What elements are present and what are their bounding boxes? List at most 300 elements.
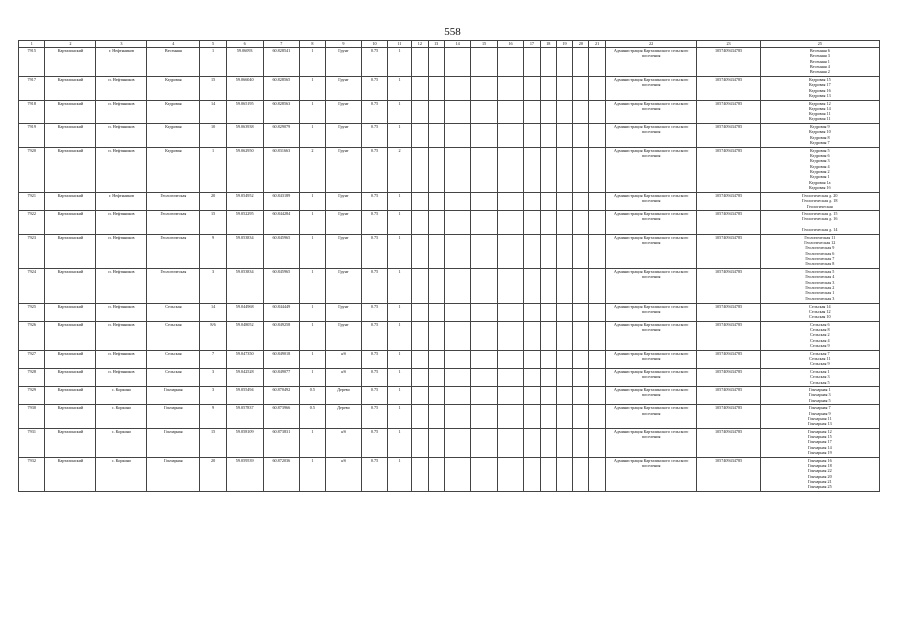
cell-district: Карталинский	[45, 387, 96, 405]
column-header-24: 25	[760, 41, 879, 48]
address-line: Весенняя 3	[809, 53, 830, 59]
address-line: Геологическая 12	[804, 240, 836, 246]
cell-empty	[428, 48, 444, 77]
address-line: Кедровая 9	[810, 124, 830, 130]
table-row	[19, 321, 880, 350]
address-line: Гончарная 15	[807, 434, 832, 440]
cell-empty	[589, 192, 605, 210]
cell-c8: 1	[300, 457, 325, 491]
cell-empty	[540, 77, 556, 101]
cell-empty	[540, 124, 556, 148]
cell-empty	[428, 368, 444, 386]
cell-empty	[589, 211, 605, 235]
cell-settlement: г. Нефтяников	[96, 192, 147, 210]
cell-c8: 1	[300, 48, 325, 77]
cell-lon: 60.849077	[263, 368, 300, 386]
cell-c8: 1	[300, 100, 325, 124]
address-line: Кедровая 11	[809, 116, 831, 122]
cell-lat: 59.053834	[226, 234, 263, 268]
cell-c8: 1	[300, 368, 325, 386]
table-row	[19, 100, 880, 124]
cell-street: Гончарная	[147, 428, 200, 457]
cell-empty	[556, 77, 572, 101]
cell-empty	[589, 100, 605, 124]
cell-settlement: г. Нефтяников	[96, 48, 147, 77]
cell-qty: 1	[387, 124, 411, 148]
address-line: Кедровая 8	[810, 134, 830, 140]
cell-empty	[412, 368, 428, 386]
cell-lat: 59.055494	[226, 387, 263, 405]
column-header-6: 6	[226, 41, 263, 48]
address-line: Сельская 9	[810, 342, 830, 348]
column-header-20: 20	[573, 41, 589, 48]
cell-house: 15	[200, 211, 226, 235]
column-header-3: 3	[96, 41, 147, 48]
cell-ogrn: 1057409434785	[697, 321, 760, 350]
cell-num: 7917	[19, 77, 45, 101]
cell-district: Карталинский	[45, 368, 96, 386]
cell-empty	[524, 147, 540, 192]
address-line: Геологическая 5	[805, 269, 835, 275]
cell-lat: 59.053834	[226, 269, 263, 303]
cell-empty	[444, 48, 470, 77]
cell-empty	[497, 405, 523, 429]
cell-empty	[540, 192, 556, 210]
cell-empty	[573, 350, 589, 368]
cell-owner: Администрация Карталинского сельского поселения	[605, 124, 697, 148]
cell-qty: 1	[387, 350, 411, 368]
cell-ogrn: 1057409434785	[697, 269, 760, 303]
cell-addresses	[760, 77, 879, 101]
cell-cover: Дерево	[325, 387, 362, 405]
cell-empty	[556, 100, 572, 124]
cell-lon: 60.849018	[263, 350, 300, 368]
address-line: Гончарная 9	[809, 410, 831, 416]
cell-empty	[412, 405, 428, 429]
address-line: Кедровая 1а	[809, 179, 831, 185]
address-line: Сельская 7	[810, 350, 830, 356]
address-line: Кедровая 14	[808, 105, 831, 111]
cell-empty	[524, 405, 540, 429]
cell-vol: 0.75	[362, 303, 387, 321]
cell-district: Карталинский	[45, 77, 96, 101]
cell-empty	[471, 457, 497, 491]
cell-c8: 1	[300, 303, 325, 321]
address-line: Гончарная 22	[807, 468, 832, 474]
column-header-13: 13	[428, 41, 444, 48]
address-line: Гончарная 19	[807, 450, 832, 456]
cell-empty	[444, 234, 470, 268]
cell-empty	[589, 303, 605, 321]
cell-addresses	[760, 405, 879, 429]
cell-empty	[444, 457, 470, 491]
cell-cover: а/б	[325, 428, 362, 457]
cell-ogrn: 1057409434785	[697, 192, 760, 210]
table-row	[19, 350, 880, 368]
cell-empty	[497, 192, 523, 210]
cell-empty	[412, 147, 428, 192]
cell-empty	[412, 234, 428, 268]
cell-empty	[573, 368, 589, 386]
cell-empty	[524, 387, 540, 405]
address-line: Кедровая 17	[808, 82, 831, 88]
address-line: Кедровая 5	[810, 147, 830, 153]
cell-empty	[556, 321, 572, 350]
cell-settlement: п. Нефтяников	[96, 77, 147, 101]
cell-settlement: п. Нефтяников	[96, 211, 147, 235]
column-header-14: 14	[444, 41, 470, 48]
cell-num: 7919	[19, 124, 45, 148]
address-line: Гончарная 14	[807, 444, 832, 450]
cell-empty	[497, 321, 523, 350]
cell-empty	[471, 211, 497, 235]
cell-qty: 1	[387, 405, 411, 429]
cell-house: 14	[200, 303, 226, 321]
cell-district: Карталинский	[45, 269, 96, 303]
cell-district: Карталинский	[45, 321, 96, 350]
cell-empty	[556, 350, 572, 368]
page-number: 558	[444, 26, 461, 38]
cell-empty	[497, 269, 523, 303]
cell-empty	[524, 303, 540, 321]
address-line: Весенняя 2	[809, 69, 830, 75]
cell-lon: 60.844284	[263, 211, 300, 235]
cell-lat: 59.048052	[226, 321, 263, 350]
cell-empty	[524, 48, 540, 77]
cell-qty: 1	[387, 192, 411, 210]
column-header-10: 10	[362, 41, 387, 48]
cell-empty	[589, 405, 605, 429]
cell-qty: 1	[387, 457, 411, 491]
cell-cover: Грунт	[325, 303, 362, 321]
address-line: Кедровая 1	[810, 174, 830, 180]
cell-settlement: п. Нефтяников	[96, 269, 147, 303]
cell-empty	[589, 368, 605, 386]
cell-qty: 1	[387, 48, 411, 77]
cell-empty	[573, 124, 589, 148]
cell-addresses	[760, 124, 879, 148]
address-line: Сельская 12	[809, 308, 831, 314]
cell-c8: 1	[300, 350, 325, 368]
column-header-19: 19	[556, 41, 572, 48]
cell-c8: 1	[300, 428, 325, 457]
address-line: Кедровая 15	[808, 77, 831, 82]
cell-lat: 59.062950	[226, 147, 263, 192]
cell-ogrn: 1057409434785	[697, 48, 760, 77]
cell-vol: 0.75	[362, 368, 387, 386]
cell-district: Карталинский	[45, 234, 96, 268]
cell-cover: а/б	[325, 457, 362, 491]
cell-house: 1	[200, 147, 226, 192]
address-line: Геологическая 3	[805, 279, 835, 285]
cell-street: Кедровая	[147, 124, 200, 148]
address-line: Гончарная 20	[807, 473, 832, 479]
cell-settlement: п. Нефтяников	[96, 147, 147, 192]
cell-empty	[540, 147, 556, 192]
cell-ogrn: 1057409434785	[697, 405, 760, 429]
cell-district: Карталинский	[45, 405, 96, 429]
address-line: Геологическая 11	[804, 234, 836, 240]
address-line: Кедровая 7	[810, 140, 830, 146]
address-line: Сельская 10	[809, 314, 831, 320]
cell-empty	[540, 350, 556, 368]
cell-empty	[444, 269, 470, 303]
cell-lon: 60.828565	[263, 77, 300, 101]
cell-empty	[428, 124, 444, 148]
address-line: Геологическая д. 16	[802, 216, 838, 222]
cell-qty: 1	[387, 303, 411, 321]
cell-ogrn: 1057409434785	[697, 387, 760, 405]
cell-empty	[471, 269, 497, 303]
address-line: Кедровая 1б	[808, 184, 831, 190]
cell-c8: 0.5	[300, 405, 325, 429]
cell-addresses	[760, 48, 879, 77]
cell-empty	[524, 234, 540, 268]
cell-empty	[540, 368, 556, 386]
cell-empty	[428, 428, 444, 457]
cell-empty	[524, 100, 540, 124]
cell-num: 7920	[19, 147, 45, 192]
cell-empty	[412, 100, 428, 124]
cell-lat: 59.057837	[226, 405, 263, 429]
registry-table	[18, 40, 880, 492]
cell-district: Карталинский	[45, 428, 96, 457]
cell-vol: 0.75	[362, 77, 387, 101]
cell-empty	[524, 428, 540, 457]
address-line: Геологическая 7	[805, 255, 835, 261]
cell-empty	[589, 428, 605, 457]
cell-district: Карталинский	[45, 350, 96, 368]
cell-vol: 0.75	[362, 211, 387, 235]
cell-house: 3	[200, 387, 226, 405]
cell-empty	[540, 405, 556, 429]
cell-c8: 1	[300, 124, 325, 148]
cell-empty	[444, 77, 470, 101]
cell-empty	[428, 234, 444, 268]
cell-empty	[412, 428, 428, 457]
table-row	[19, 387, 880, 405]
cell-qty: 1	[387, 368, 411, 386]
cell-num: 7923	[19, 234, 45, 268]
cell-empty	[444, 428, 470, 457]
cell-empty	[412, 77, 428, 101]
cell-empty	[471, 234, 497, 268]
cell-district: Карталинский	[45, 147, 96, 192]
address-line: Геологическая д. 20	[802, 192, 838, 198]
cell-empty	[428, 192, 444, 210]
cell-house: 10	[200, 124, 226, 148]
cell-empty	[471, 124, 497, 148]
cell-empty	[589, 77, 605, 101]
cell-addresses	[760, 100, 879, 124]
cell-cover: Грунт	[325, 147, 362, 192]
cell-empty	[444, 405, 470, 429]
cell-lat: 59.066040	[226, 77, 263, 101]
cell-empty	[412, 303, 428, 321]
cell-owner: Администрация Карталинского сельского поселения	[605, 428, 697, 457]
cell-lon: 60.872036	[263, 457, 300, 491]
cell-cover: Дерево	[325, 405, 362, 429]
cell-house: 14	[200, 100, 226, 124]
address-line: Весенняя 4	[809, 63, 830, 69]
cell-empty	[573, 211, 589, 235]
cell-empty	[471, 368, 497, 386]
cell-cover: Грунт	[325, 100, 362, 124]
cell-lat: 59.065195	[226, 100, 263, 124]
column-header-9: 9	[325, 41, 362, 48]
cell-lon: 60.873831	[263, 428, 300, 457]
address-line: Гончарная 3	[809, 392, 831, 398]
cell-vol: 0.75	[362, 234, 387, 268]
cell-district: Карталинский	[45, 211, 96, 235]
cell-empty	[471, 147, 497, 192]
cell-house: 8/6	[200, 321, 226, 350]
cell-empty	[524, 77, 540, 101]
cell-owner: Администрация Карталинского сельского поселения	[605, 321, 697, 350]
cell-cover: Грунт	[325, 124, 362, 148]
cell-empty	[444, 147, 470, 192]
cell-empty	[428, 350, 444, 368]
cell-ogrn: 1057409434785	[697, 147, 760, 192]
table-row	[19, 303, 880, 321]
cell-empty	[589, 350, 605, 368]
cell-qty: 1	[387, 100, 411, 124]
cell-street: Гончарная	[147, 387, 200, 405]
cell-empty	[573, 269, 589, 303]
cell-empty	[471, 48, 497, 77]
cell-empty	[524, 211, 540, 235]
address-line: Гончарная 13	[807, 421, 832, 427]
cell-qty: 1	[387, 321, 411, 350]
cell-ogrn: 1057409434785	[697, 303, 760, 321]
cell-owner: Администрация Карталинского сельского поселения	[605, 350, 697, 368]
table-row	[19, 48, 880, 77]
cell-empty	[589, 124, 605, 148]
cell-empty	[540, 269, 556, 303]
address-line: Гончарная 5	[809, 397, 831, 403]
cell-empty	[412, 48, 428, 77]
cell-qty: 1	[387, 234, 411, 268]
address-line: Сельская 2	[810, 332, 830, 338]
cell-house: 20	[200, 192, 226, 210]
cell-house: 20	[200, 457, 226, 491]
cell-empty	[573, 192, 589, 210]
address-line: Гончарная 7	[809, 405, 831, 411]
address-line: Сельская 5	[810, 379, 830, 385]
cell-owner: Администрация Карталинского сельского поселения	[605, 457, 697, 491]
cell-addresses	[760, 192, 879, 210]
cell-vol: 0.75	[362, 147, 387, 192]
cell-ogrn: 1057409434785	[697, 457, 760, 491]
cell-vol: 0.75	[362, 48, 387, 77]
cell-cover: Грунт	[325, 269, 362, 303]
column-header-15: 15	[471, 41, 497, 48]
cell-empty	[471, 303, 497, 321]
cell-num: 7929	[19, 387, 45, 405]
cell-empty	[589, 321, 605, 350]
cell-empty	[540, 48, 556, 77]
cell-cover: Грунт	[325, 192, 362, 210]
cell-settlement: с. Коркино	[96, 405, 147, 429]
cell-street: Гончарная	[147, 457, 200, 491]
header-row	[19, 41, 880, 48]
cell-street: Кедровая	[147, 147, 200, 192]
cell-empty	[471, 428, 497, 457]
cell-qty: 1	[387, 387, 411, 405]
cell-owner: Администрация Карталинского сельского поселения	[605, 269, 697, 303]
cell-vol: 0.75	[362, 321, 387, 350]
cell-lon: 60.845965	[263, 269, 300, 303]
cell-empty	[412, 321, 428, 350]
cell-c8: 0.5	[300, 387, 325, 405]
cell-empty	[497, 48, 523, 77]
cell-lon: 60.829079	[263, 124, 300, 148]
cell-district: Карталинский	[45, 303, 96, 321]
cell-lon: 60.844449	[263, 303, 300, 321]
cell-c8: 1	[300, 234, 325, 268]
cell-empty	[524, 457, 540, 491]
cell-empty	[444, 211, 470, 235]
table-row	[19, 124, 880, 148]
cell-empty	[497, 147, 523, 192]
cell-empty	[556, 124, 572, 148]
cell-empty	[412, 124, 428, 148]
cell-empty	[428, 211, 444, 235]
address-line: Сельская 9	[810, 361, 830, 367]
address-line: Кедровая 3	[810, 158, 830, 164]
table-row	[19, 77, 880, 101]
cell-empty	[573, 457, 589, 491]
cell-lon: 60.849258	[263, 321, 300, 350]
cell-empty	[444, 100, 470, 124]
cell-ogrn: 1057409434785	[697, 368, 760, 386]
cell-empty	[497, 100, 523, 124]
cell-addresses	[760, 211, 879, 235]
cell-vol: 0.75	[362, 269, 387, 303]
cell-empty	[412, 387, 428, 405]
cell-owner: Администрация Карталинского сельского поселения	[605, 192, 697, 210]
cell-empty	[497, 77, 523, 101]
address-line: Сельская 8	[810, 327, 830, 333]
address-line: Гончарная 16	[807, 457, 832, 463]
address-line: Геологическая 8	[805, 261, 835, 267]
cell-ogrn: 1057409434785	[697, 100, 760, 124]
cell-house: 15	[200, 77, 226, 101]
cell-vol: 0.75	[362, 100, 387, 124]
cell-empty	[556, 48, 572, 77]
cell-empty	[589, 234, 605, 268]
cell-district: Карталинский	[45, 48, 96, 77]
cell-street: Кедровая	[147, 100, 200, 124]
cell-settlement: с. Коркино	[96, 387, 147, 405]
table-row	[19, 211, 880, 235]
cell-vol: 0.75	[362, 350, 387, 368]
cell-street: Сельская	[147, 350, 200, 368]
cell-house: 3	[200, 368, 226, 386]
cell-c8: 1	[300, 321, 325, 350]
cell-lat: 59.059539	[226, 457, 263, 491]
cell-empty	[556, 387, 572, 405]
cell-empty	[573, 234, 589, 268]
cell-settlement: п. Нефтяников	[96, 321, 147, 350]
cell-empty	[540, 387, 556, 405]
cell-empty	[428, 303, 444, 321]
cell-empty	[471, 405, 497, 429]
cell-empty	[444, 350, 470, 368]
address-line: Геологическая 3	[805, 295, 835, 301]
cell-empty	[444, 387, 470, 405]
address-line: Геологическая д. 14	[802, 227, 838, 233]
